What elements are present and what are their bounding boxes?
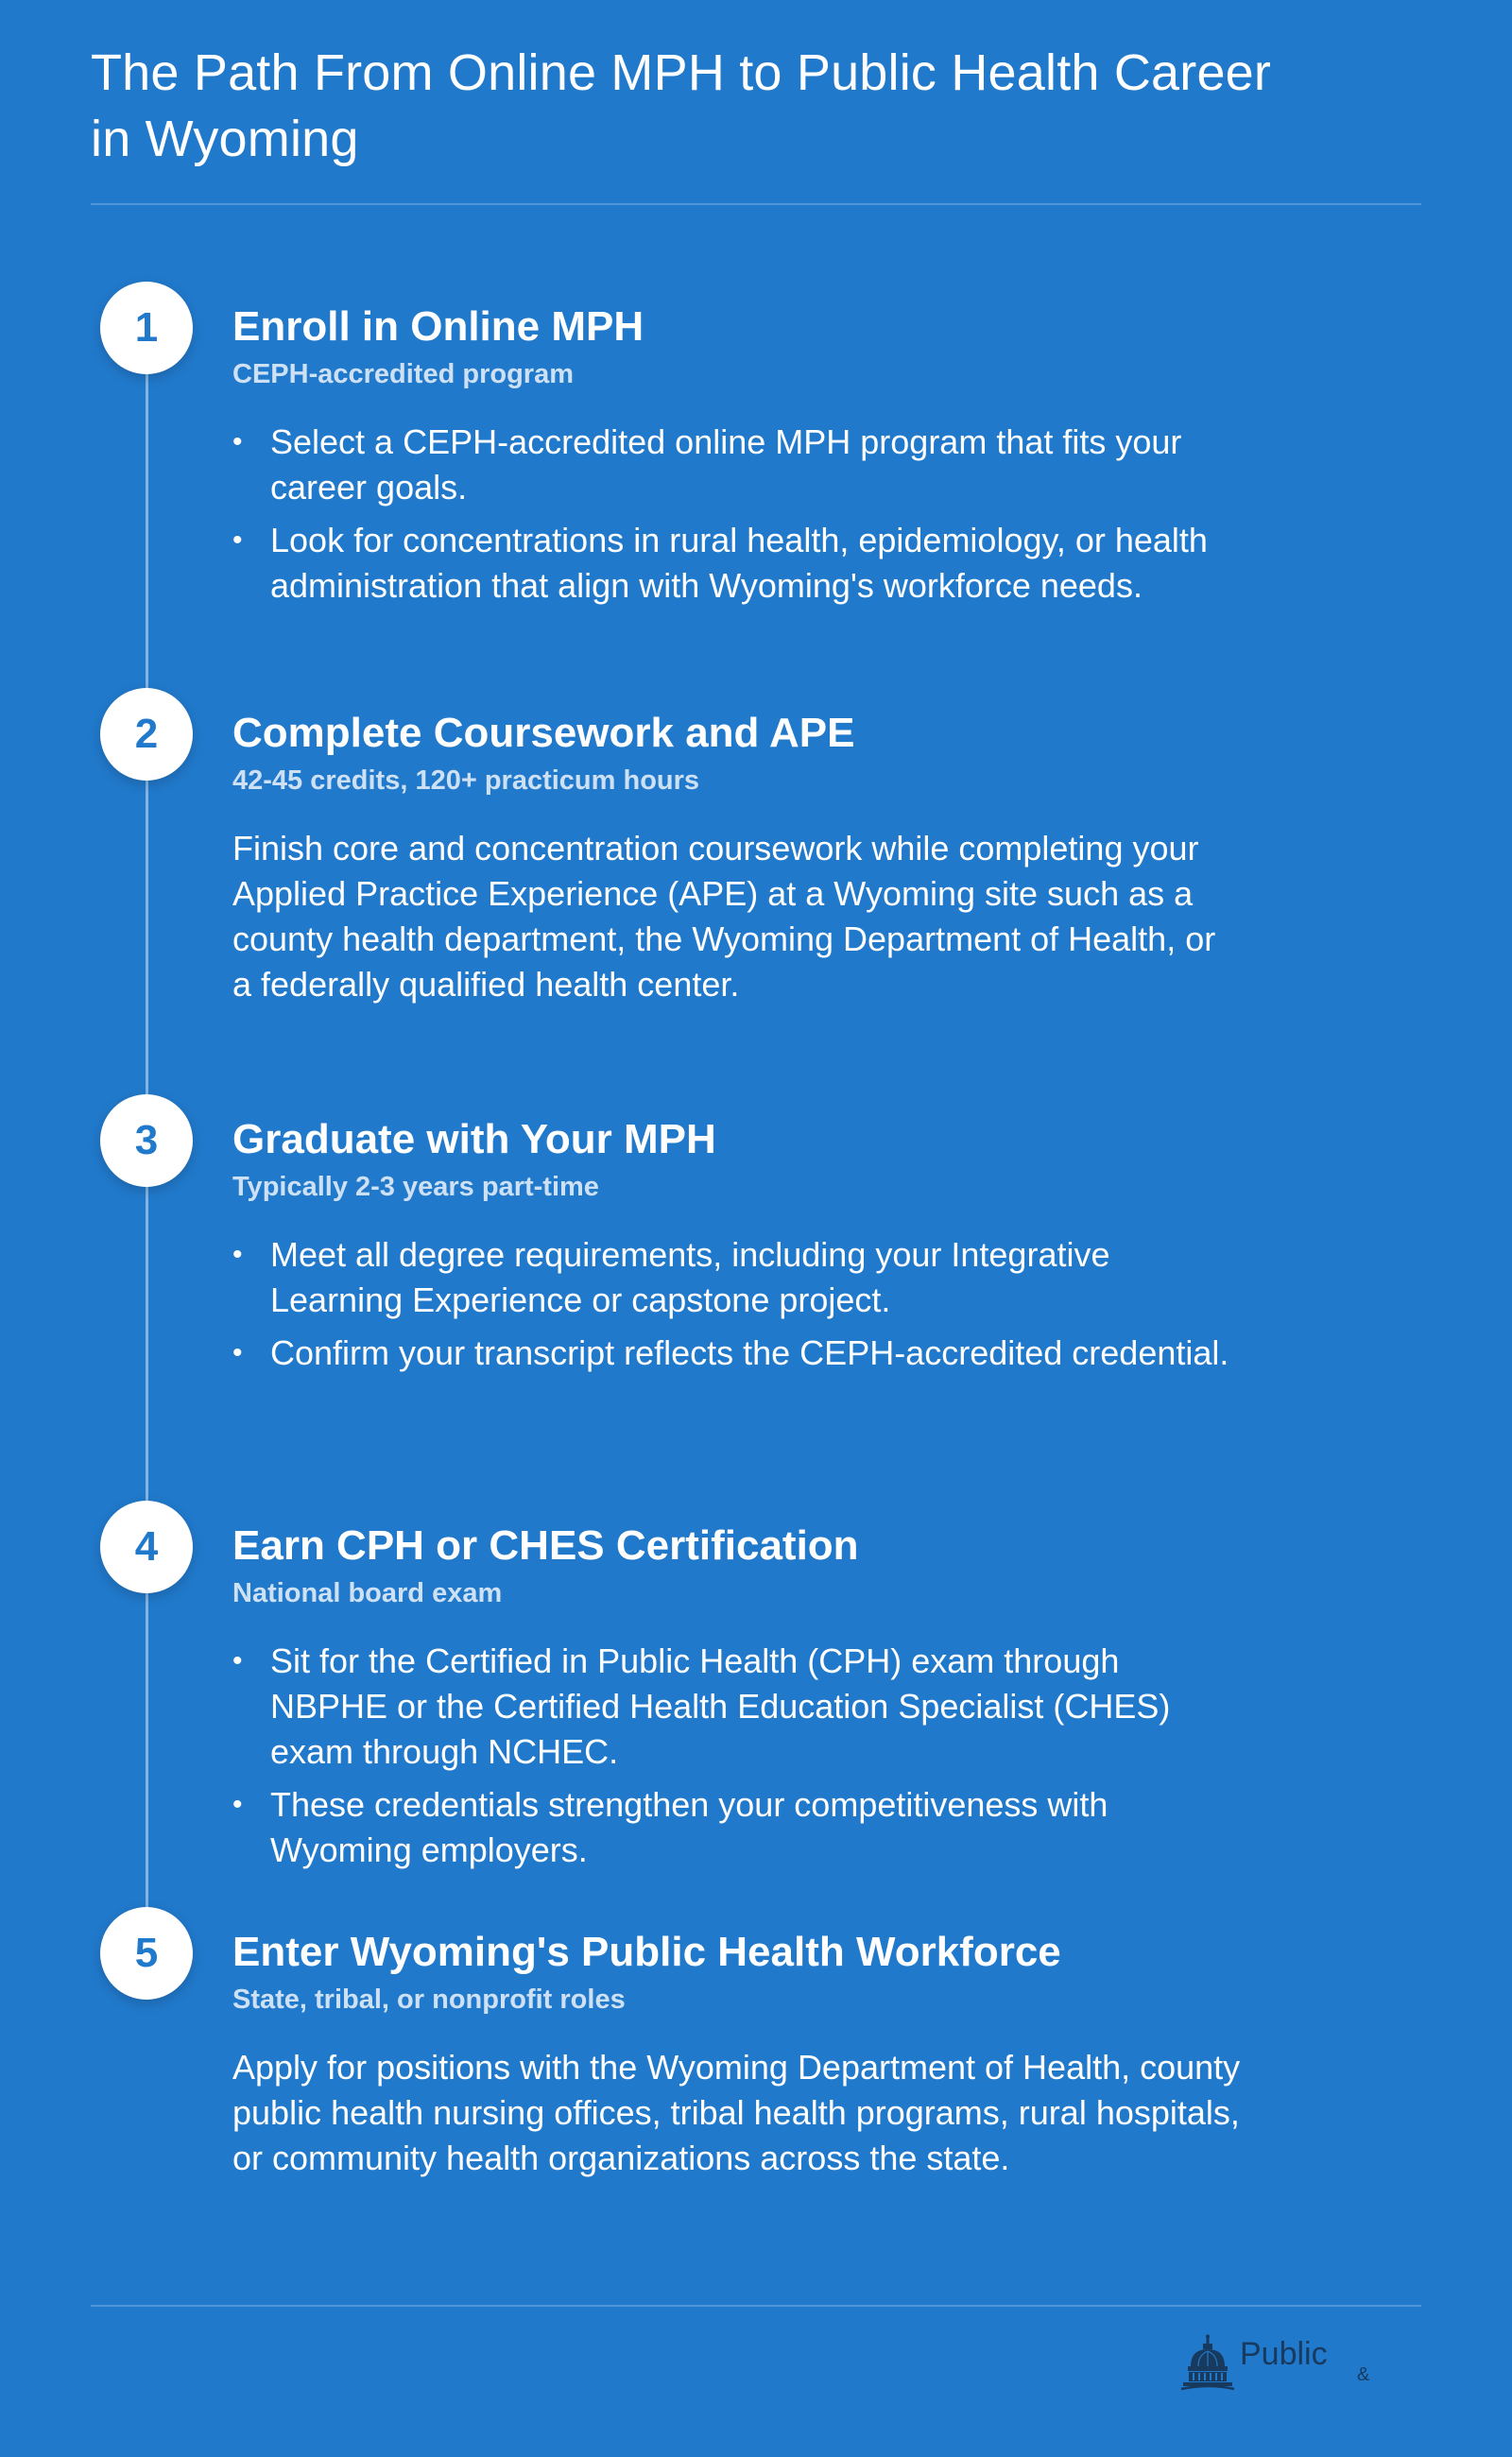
page-title: The Path From Online MPH to Public Health Career in Wyoming (91, 44, 1272, 167)
step-bullet-list (232, 1639, 1244, 1873)
step-paragraph: Apply for positions with the Wyoming Department of Health, county public health nursing offices, tribal health programs, rural hospitals, or community health organizations across the state. (232, 2048, 1241, 2177)
logo-ampersand: & (1357, 2364, 1370, 2385)
step-bullet-list (232, 1232, 1244, 1376)
step-number-badge: 4 (100, 1501, 193, 1593)
step-bullet-list (232, 420, 1244, 609)
bullet-icon: • (232, 1239, 243, 1270)
bullet-icon: • (232, 1645, 243, 1676)
step-subtitle: CEPH-accredited program (232, 359, 574, 389)
step-paragraph: Finish core and concentration coursework while completing your Applied Practice Experience (APE) at a Wyoming site such as a county health department, the Wyoming Department of Health, or a federally qualified health center. (232, 829, 1216, 1004)
step-subtitle: National board exam (232, 1578, 503, 1608)
step-title: Enroll in Online MPH (232, 303, 644, 350)
step-subtitle: Typically 2-3 years part-time (232, 1172, 599, 1202)
logo-wordmark: Public (1240, 2336, 1328, 2372)
list-item (232, 1331, 1244, 1376)
bullet-icon: • (232, 1789, 243, 1820)
brand-logo (1179, 2334, 1425, 2400)
list-item (232, 1232, 1244, 1323)
step-title: Graduate with Your MPH (232, 1116, 716, 1162)
list-item (232, 1782, 1244, 1873)
step-subtitle: 42-45 credits, 120+ practicum hours (232, 765, 700, 796)
step-content (232, 709, 1244, 1007)
list-item (232, 518, 1244, 609)
bottom-divider (91, 2305, 1421, 2307)
step-number-badge: 5 (100, 1907, 193, 2000)
step-title: Earn CPH or CHES Certification (232, 1522, 859, 1569)
step-number-badge: 2 (100, 688, 193, 781)
step-number-badge: 3 (100, 1094, 193, 1187)
list-item (232, 420, 1244, 510)
bullet-text: Confirm your transcript reflects the CEPH-accredited credential. (270, 1333, 1229, 1372)
bullet-icon: • (232, 1337, 243, 1368)
step-title: Complete Coursework and APE (232, 710, 855, 756)
step-content (232, 1115, 1244, 1383)
capitol-dome-icon (1179, 2334, 1236, 2393)
step-number-badge: 1 (100, 282, 193, 374)
step-content (232, 1521, 1244, 1881)
step-subtitle: State, tribal, or nonprofit roles (232, 1984, 626, 2015)
list-item (232, 1639, 1244, 1775)
bullet-text: Sit for the Certified in Public Health (CPH) exam through NBPHE or the Certified Health Education Specialist (CHES) exam through NCHEC. (270, 1641, 1171, 1771)
top-divider (91, 203, 1421, 205)
bullet-text: Look for concentrations in rural health, epidemiology, or health administration that align with Wyoming's workforce needs. (270, 521, 1208, 605)
step-content (232, 1928, 1244, 2181)
step-title: Enter Wyoming's Public Health Workforce (232, 1929, 1061, 1975)
bullet-text: Meet all degree requirements, including your Integrative Learning Experience or capstone project. (270, 1235, 1110, 1319)
bullet-icon: • (232, 426, 243, 457)
bullet-text: Select a CEPH-accredited online MPH program that fits your career goals. (270, 422, 1182, 507)
bullet-text: These credentials strengthen your competitiveness with Wyoming employers. (270, 1785, 1108, 1869)
step-content (232, 302, 1244, 616)
bullet-icon: • (232, 524, 243, 556)
